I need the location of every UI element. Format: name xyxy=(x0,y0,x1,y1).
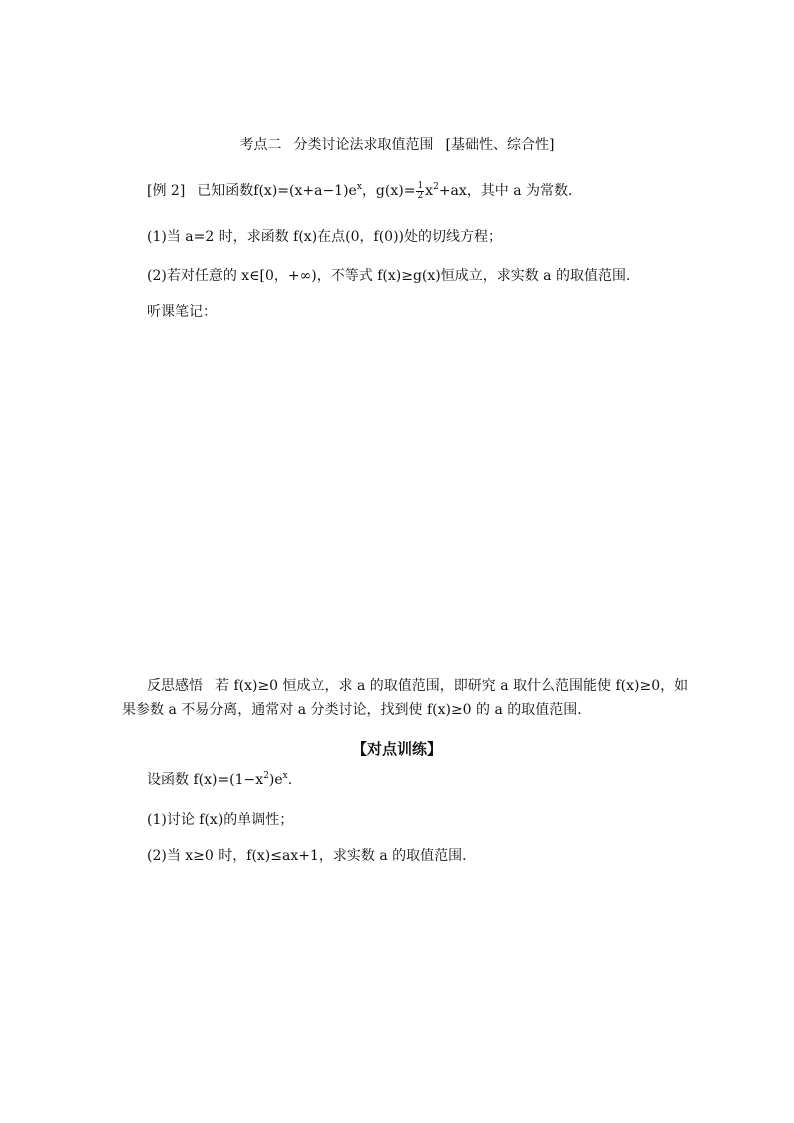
reflection-text-1: 若 f(x)≥0 恒成立，求 a 的取值范围，即研究 a 取什么范围能使 f(x)≥0，如 xyxy=(215,678,689,694)
question-1: (1)当 a=2 时，求函数 f(x)在点(0，f(0))处的切线方程； xyxy=(147,229,503,245)
question-2: (2)若对任意的 x∈[0，+∞)，不等式 f(x)≥g(x)恒成立，求实数 a 的取值范围． xyxy=(147,268,640,284)
practice-exp-1: 2 xyxy=(263,771,269,781)
separator: ， xyxy=(361,183,376,199)
fraction-numerator: 1 xyxy=(417,180,424,191)
f-definition: f(x)=(x+a−1)e xyxy=(253,183,357,199)
example-intro: 已知函数 xyxy=(197,183,254,199)
reflection-line-2: 果参数 a 不易分离，通常对 a 分类讨论，找到使 f(x)≥0 的 a 的取值范围． xyxy=(122,702,592,718)
practice-heading: 【对点训练】 xyxy=(351,740,442,758)
fraction-denominator: 2 xyxy=(417,190,424,201)
f-exponent: x xyxy=(356,182,362,192)
example-statement xyxy=(147,181,582,201)
practice-question-1: (1)讨论 f(x)的单调性； xyxy=(147,812,294,828)
fraction-half xyxy=(416,182,424,201)
g-exponent: 2 xyxy=(433,182,439,192)
g-variable: x xyxy=(425,183,434,199)
practice-setup xyxy=(147,770,292,790)
example-tail: ，其中 a 为常数． xyxy=(466,183,583,199)
topic-label: 考点二 xyxy=(239,137,282,153)
g-rest: +ax xyxy=(438,183,467,199)
g-lhs: g(x)= xyxy=(375,183,416,199)
reflection-line-1 xyxy=(147,676,688,696)
practice-setup-pre: 设函数 f(x)=(1−x xyxy=(147,772,264,788)
reflection-label: 反思感悟 xyxy=(147,678,203,694)
practice-setup-mid: )e xyxy=(268,772,283,788)
topic-title: 分类讨论法求取值范围 xyxy=(293,137,434,153)
practice-exp-2: x xyxy=(282,771,288,781)
example-label: [例 2] xyxy=(147,183,186,199)
topic-tag: [基础性、综合性] xyxy=(445,137,555,153)
practice-question-2: (2)当 x≥0 时，f(x)≤ax+1，求实数 a 的取值范围． xyxy=(147,848,477,864)
notes-label: 听课笔记： xyxy=(147,304,217,320)
section-heading xyxy=(0,135,794,155)
practice-setup-end: . xyxy=(287,772,293,788)
